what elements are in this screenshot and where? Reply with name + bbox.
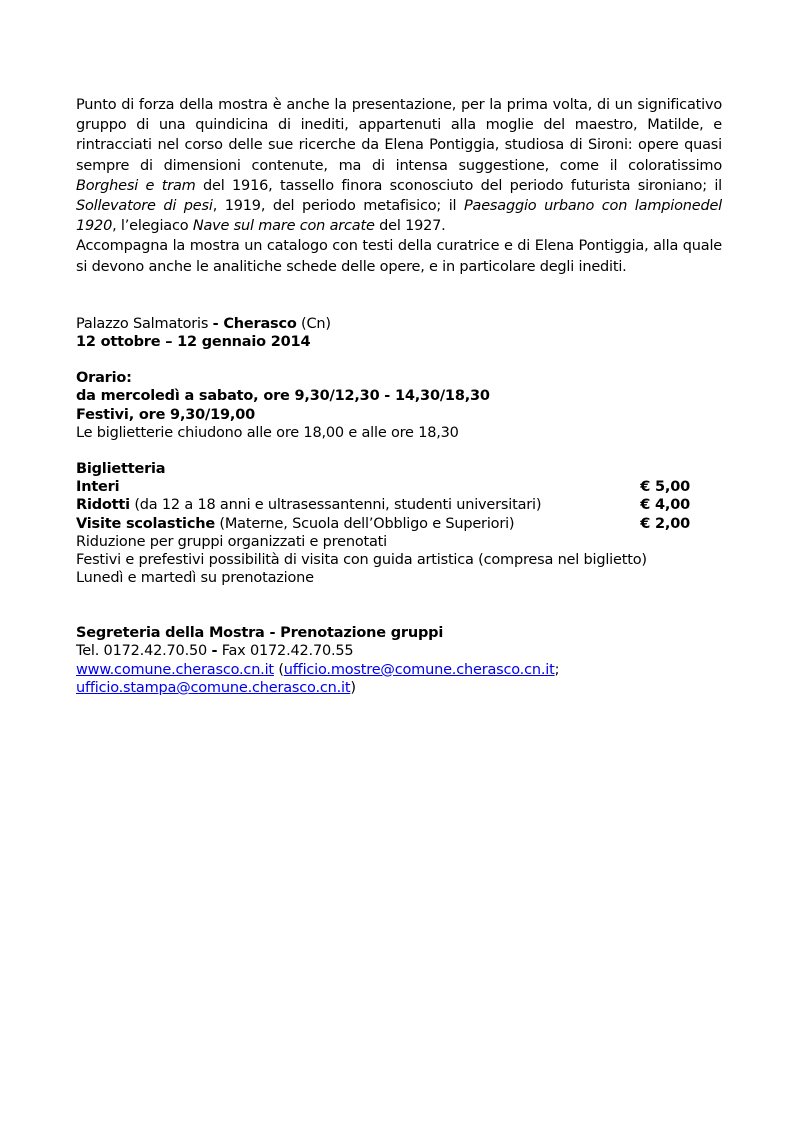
ticket-price: € 4,00	[640, 497, 690, 514]
ticket-note-guided-visits: Festivi e prefestivi possibilità di visita con guida artistica (compresa nel biglietto)	[76, 551, 647, 568]
venue-place: Palazzo Salmatoris	[76, 315, 213, 332]
intro-text-1: Punto di forza della mostra è anche la presentazione, per la prima volta, di un significativo gruppo di una quindicina di inediti, appartenuti alla moglie del maestro, Matilde, e rintracciati nel corso delle sue ricerche da Elena Pontiggia, studiosa di Sironi: opere quasi sempre di dimensioni contenute, ma di intensa suggestione, come il coloratissimo	[76, 97, 722, 174]
ticket-description: (Materne, Scuola dell’Obbligo e Superiori)	[214, 515, 515, 532]
contact-links-line-2: ufficio.stampa@comune.cherasco.cn.it)	[76, 679, 356, 696]
work-title-borghesi-e-tram: Borghesi e tram	[76, 177, 196, 194]
work-title-sollevatore-di-pesi: Sollevatore di pesi	[76, 198, 213, 215]
ticket-description: (da 12 a 18 anni e ultrasessantenni, studenti universitari)	[129, 497, 542, 514]
ticket-name: Ridotti	[76, 497, 130, 514]
contact-heading: Segreteria della Mostra - Prenotazione gruppi	[76, 625, 444, 642]
hours-heading: Orario:	[76, 370, 132, 387]
ticket-price: € 2,00	[640, 515, 690, 532]
intro-text-3: , 1919, del periodo metafisico; il	[212, 198, 464, 215]
ticket-name: Visite scolastiche	[76, 515, 215, 532]
ticket-note-groups: Riduzione per gruppi organizzati e prenotati	[76, 533, 387, 550]
intro-text-2: del 1916, tassello finora sconosciuto del periodo futurista sironiano; il	[195, 177, 722, 194]
intro-text-5: del 1927.	[374, 218, 446, 235]
email-mostre-link[interactable]: ufficio.mostre@comune.cherasco.cn.it	[283, 661, 555, 678]
contact-tel: Tel. 0172.42.70.50	[76, 643, 212, 660]
email-stampa-link[interactable]: ufficio.stampa@comune.cherasco.cn.it	[76, 679, 351, 696]
hours-weekdays: da mercoledì a sabato, ore 9,30/12,30 - 14,30/18,30	[76, 388, 490, 405]
intro-paragraph	[76, 95, 722, 236]
exhibition-dates: 12 ottobre – 12 gennaio 2014	[76, 334, 311, 351]
work-title-paesaggio-urbano: Paesaggio urbano con lampionedel 1920	[76, 198, 723, 235]
venue-line: Palazzo Salmatoris - Cherasco (Cn)	[76, 315, 331, 332]
website-link[interactable]: www.comune.cherasco.cn.it	[76, 661, 274, 678]
ticket-row-visite-scolastiche	[76, 515, 690, 533]
ticket-note-reservation: Lunedì e martedì su prenotazione	[76, 570, 314, 587]
tickets-heading: Biglietteria	[76, 460, 166, 477]
contact-fax: Fax 0172.42.70.55	[217, 643, 354, 660]
ticket-row-ridotti	[76, 496, 690, 514]
hours-note: Le biglietterie chiudono alle ore 18,00 e alle ore 18,30	[76, 424, 459, 441]
document-page	[76, 95, 722, 697]
ticket-price: € 5,00	[640, 479, 690, 496]
catalog-paragraph: Accompagna la mostra un catalogo con testi della curatrice e di Elena Pontiggia, alla quale si devono anche le analitiche schede delle opere, e in particolare degli inediti.	[76, 238, 722, 275]
venue-city: Cherasco	[223, 315, 297, 332]
contact-phone-fax: Tel. 0172.42.70.50 - Fax 0172.42.70.55	[76, 643, 354, 660]
venue-province: (Cn)	[296, 315, 331, 332]
contact-links-line: www.comune.cherasco.cn.it (ufficio.mostre@comune.cherasco.cn.it;	[76, 661, 560, 678]
intro-text-4: , l’elegiaco	[112, 218, 193, 235]
work-title-nave-sul-mare: Nave sul mare con arcate	[192, 218, 375, 235]
ticket-name: Interi	[76, 479, 120, 496]
ticket-row-interi	[76, 478, 690, 496]
hours-holidays: Festivi, ore 9,30/19,00	[76, 406, 255, 423]
